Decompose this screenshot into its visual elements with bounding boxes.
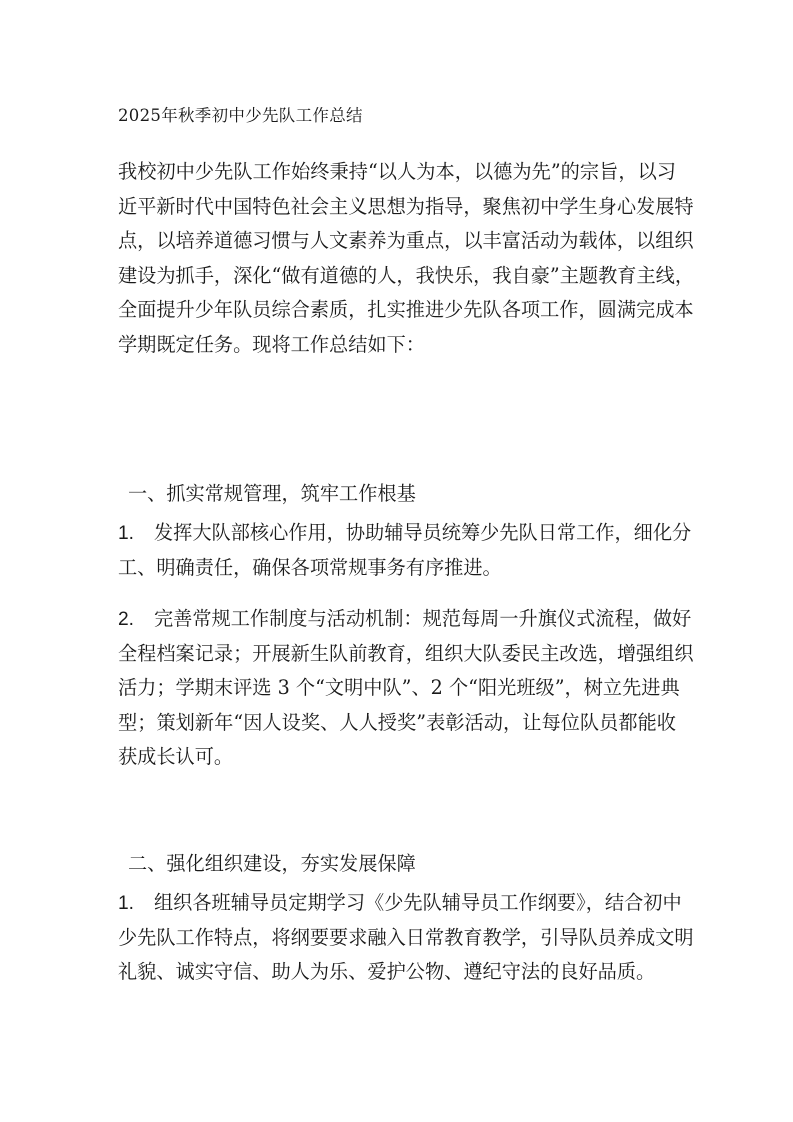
- intro-line: 我校初中少先队工作始终秉持“以人为本，以德为先”的宗旨，以习: [118, 160, 676, 183]
- item-line: 获成长认可。: [118, 745, 234, 768]
- intro-line: 建设为抓手，深化“做有道德的人，我快乐，我自豪”主题教育主线，: [118, 263, 695, 287]
- document-title: 2025年秋季初中少先队工作总结: [118, 106, 363, 125]
- item-number: 1.: [118, 523, 135, 544]
- section1-item-2: [118, 602, 694, 775]
- item-line: 全程档案记录；开展新生队前教育，组织大队委民主改选，增强组织: [118, 641, 694, 665]
- item-line: 活力；学期末评选 3 个“文明中队”、2 个“阳光班级”，树立先进典: [118, 676, 680, 699]
- item-line: 型；策划新年“因人设奖、人人授奖”表彰活动，让每位队员都能收: [118, 710, 676, 734]
- item-line: [118, 602, 692, 637]
- item-text: 发挥大队部核心作用，协助辅导员统筹少先队日常工作，细化分: [154, 521, 692, 544]
- section1-item-1: [118, 516, 692, 585]
- section2-item-1: [118, 886, 694, 990]
- item-number: 1.: [118, 893, 135, 914]
- section-heading-routine-management: 一、抓实常规管理，筑牢工作根基: [128, 482, 416, 505]
- item-text: 组织各班辅导员定期学习《少先队辅导员工作纲要》，结合初中: [154, 891, 682, 914]
- item-line: [118, 886, 682, 921]
- item-line: [118, 516, 692, 551]
- intro-paragraph: [118, 155, 695, 362]
- intro-line: 近平新时代中国特色社会主义思想为指导，聚焦初中学生身心发展特: [118, 194, 694, 218]
- intro-line: 学期既定任务。现将工作总结如下：: [118, 332, 425, 356]
- item-text: 完善常规工作制度与活动机制：规范每周一升旗仪式流程，做好: [154, 607, 692, 630]
- intro-line: 全面提升少年队员综合素质，扎实推进少先队各项工作，圆满完成本: [118, 298, 694, 321]
- intro-line: 点，以培养道德习惯与人文素养为重点，以丰富活动为载体，以组织: [118, 229, 694, 252]
- item-number: 2.: [118, 609, 135, 630]
- item-line: 礼貌、诚实守信、助人为乐、爱护公物、遵纪守法的良好品质。: [118, 960, 656, 983]
- section-heading-organization-building: 二、强化组织建设，夯实发展保障: [128, 852, 416, 875]
- item-line: 工、明确责任，确保各项常规事务有序推进。: [118, 555, 502, 579]
- item-line: 少先队工作特点，将纲要要求融入日常教育教学，引导队员养成文明: [118, 925, 694, 949]
